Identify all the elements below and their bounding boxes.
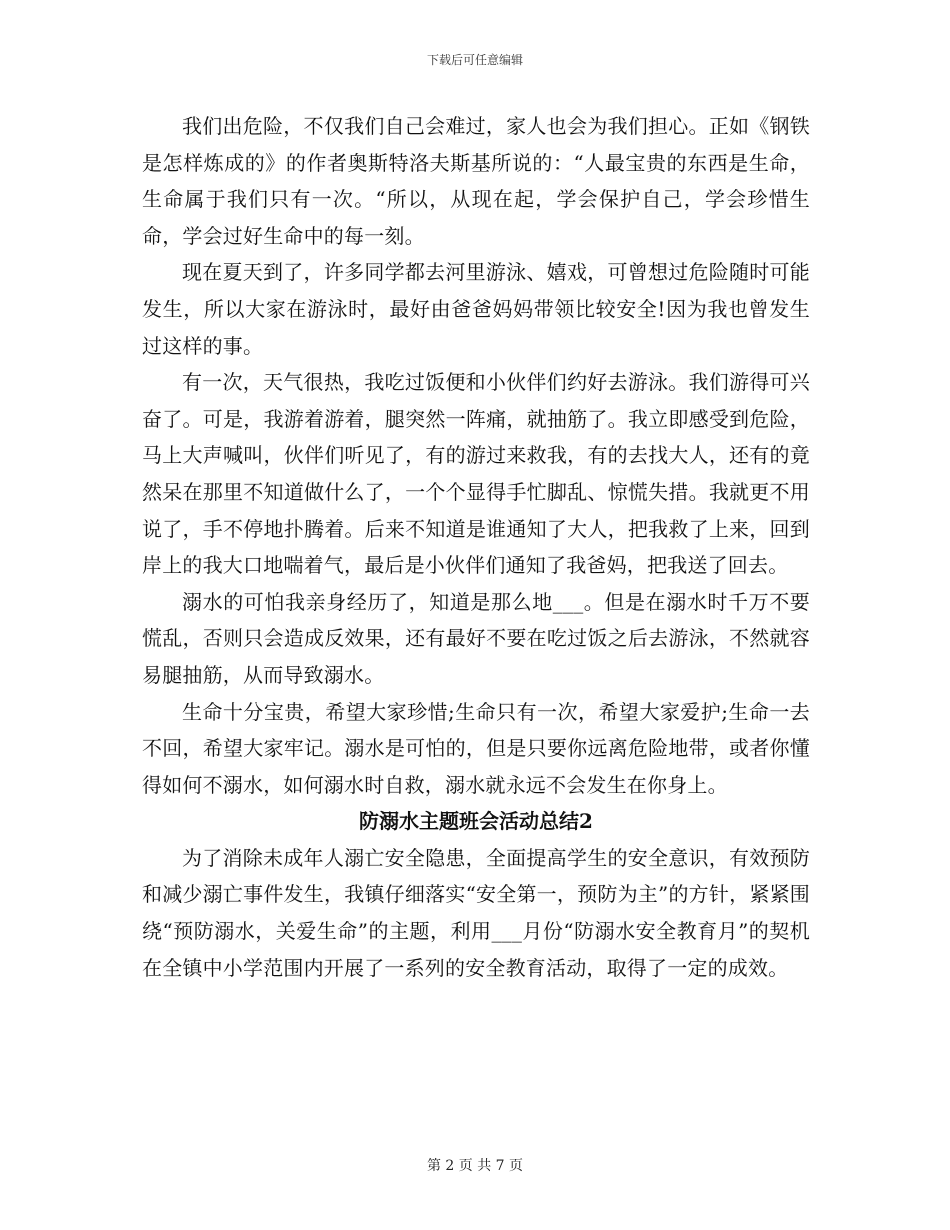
page-number: 第 2 页 共 7 页 [426, 1158, 524, 1174]
body-paragraph: 有一次，天气很热，我吃过饭便和小伙伴们约好去游泳。我们游得可兴奋了。可是，我游着游着，腿突然一阵痛，就抽筋了。我立即感受到危险，马上大声喊叫，伙伴们听见了，有的游过来救我，有的去找大人，还有的竟然呆在那里不知道做什么了，一个个显得手忙脚乱、惊慌失措。我就更不用说了，手不停地扑腾着。后来不知道是谁通知了大人，把我救了上来，回到岸上的我大口地喘着气，最后是小伙伴们通知了我爸妈，把我送了回去。 [142, 370, 810, 578]
body-paragraph: 溺水的可怕我亲身经历了，知道是那么地___。但是在溺水时千万不要慌乱，否则只会造成反效果，还有最好不要在吃过饭之后去游泳，不然就容易腿抽筋，从而导致溺水。 [142, 589, 810, 687]
page-header: 下载后可任意编辑 [426, 53, 523, 67]
body-paragraph: 我们出危险，不仅我们自己会难过，家人也会为我们担心。正如《钢铁是怎样炼成的》的作者奥斯特洛夫斯基所说的：“人最宝贵的东西是生命，生命属于我们只有一次。“所以，从现在起，学会保护自己，学会珍惜生命，学会过好生命中的每一刻。 [142, 114, 810, 248]
body-paragraph: 生命十分宝贵，希望大家珍惜;生命只有一次，希望大家爱护;生命一去不回，希望大家牢记。溺水是可怕的，但是只要你远离危险地带，或者你懂得如何不溺水，如何溺水时自救，溺水就永远不会发生在你身上。 [142, 699, 810, 797]
section-title: 防溺水主题班会活动总结2 [359, 809, 593, 834]
section-paragraph: 为了消除未成年人溺亡安全隐患，全面提高学生的安全意识，有效预防和减少溺亡事件发生，我镇仔细落实“安全第一，预防为主”的方针，紧紧围绕“预防溺水，关爱生命”的主题，利用___月份“防溺水安全教育月”的契机在全镇中小学范围内开展了一系列的安全教育活动，取得了一定的成效。 [142, 845, 810, 980]
body-paragraph: 现在夏天到了，许多同学都去河里游泳、嬉戏，可曾想过危险随时可能发生，所以大家在游泳时，最好由爸爸妈妈带领比较安全!因为我也曾发生过这样的事。 [142, 260, 810, 358]
document-body [142, 108, 810, 986]
